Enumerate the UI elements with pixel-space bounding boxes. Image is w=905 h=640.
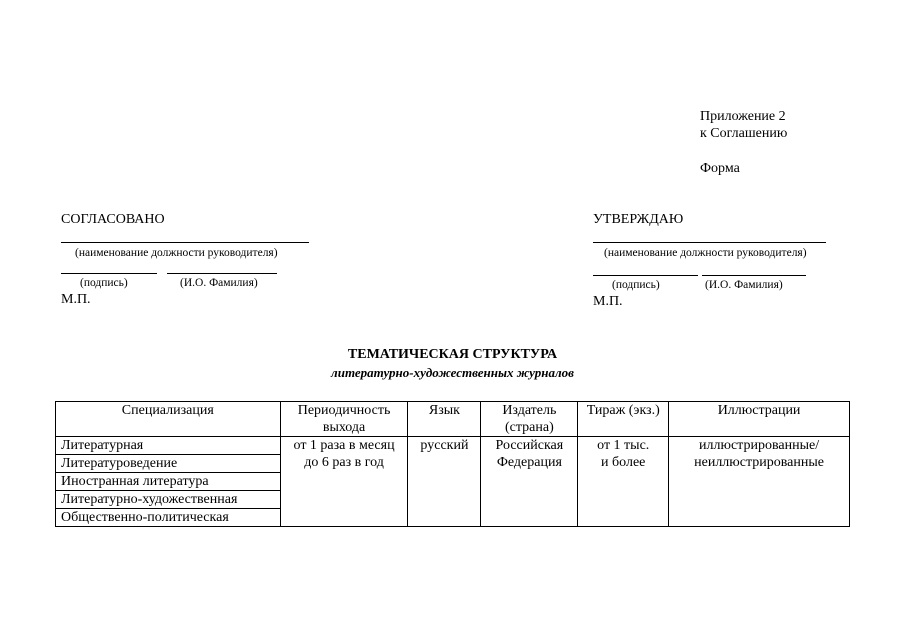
specialization-cell: Литературно-художественная (56, 491, 281, 509)
header-periodicity: Периодичность выхода (280, 402, 408, 437)
position-caption-left: (наименование должности руководителя) (75, 247, 278, 259)
name-caption-right: (И.О. Фамилия) (705, 279, 783, 291)
title-line-2: литературно-художественных журналов (331, 365, 574, 380)
signature-caption-left: (подпись) (80, 277, 128, 289)
structure-table (55, 401, 850, 527)
position-line-left (61, 242, 309, 243)
specialization-cell: Литературная (56, 437, 281, 455)
signature-line-left (61, 273, 157, 274)
position-caption-right: (наименование должности руководителя) (604, 247, 807, 259)
specialization-cell: Общественно-политическая (56, 509, 281, 527)
name-line-left (167, 273, 277, 274)
header-language: Язык (408, 402, 481, 437)
signature-line-right (593, 275, 698, 276)
circulation-cell: от 1 тыс. и более (578, 437, 669, 527)
table-row (56, 437, 850, 455)
position-line-right (593, 242, 826, 243)
name-caption-left: (И.О. Фамилия) (180, 277, 258, 289)
specialization-cell: Иностранная литература (56, 473, 281, 491)
approve-heading: УТВЕРЖДАЮ (593, 212, 684, 227)
name-line-right (702, 275, 806, 276)
signature-caption-right: (подпись) (612, 279, 660, 291)
seal-left: М.П. (61, 292, 91, 307)
illustrations-cell: иллюстрированные/ неиллюстрированные (669, 437, 850, 527)
periodicity-cell: от 1 раза в месяц до 6 раз в год (280, 437, 408, 527)
appendix-reference: к Соглашению (700, 126, 788, 141)
language-cell: русский (408, 437, 481, 527)
form-label: Форма (700, 161, 740, 176)
header-specialization: Специализация (56, 402, 281, 437)
header-publisher: Издатель (страна) (481, 402, 578, 437)
appendix-block (700, 108, 787, 177)
publisher-cell: Российская Федерация (481, 437, 578, 527)
specialization-cell: Литературоведение (56, 455, 281, 473)
document-title (250, 346, 655, 382)
header-circulation: Тираж (экз.) (578, 402, 669, 437)
agreed-heading: СОГЛАСОВАНО (61, 212, 165, 227)
table-header-row (56, 402, 850, 437)
title-line-1: ТЕМАТИЧЕСКАЯ СТРУКТУРА (347, 347, 558, 362)
header-illustrations: Иллюстрации (669, 402, 850, 437)
appendix-number: Приложение 2 (700, 109, 786, 124)
seal-right: М.П. (593, 294, 623, 309)
